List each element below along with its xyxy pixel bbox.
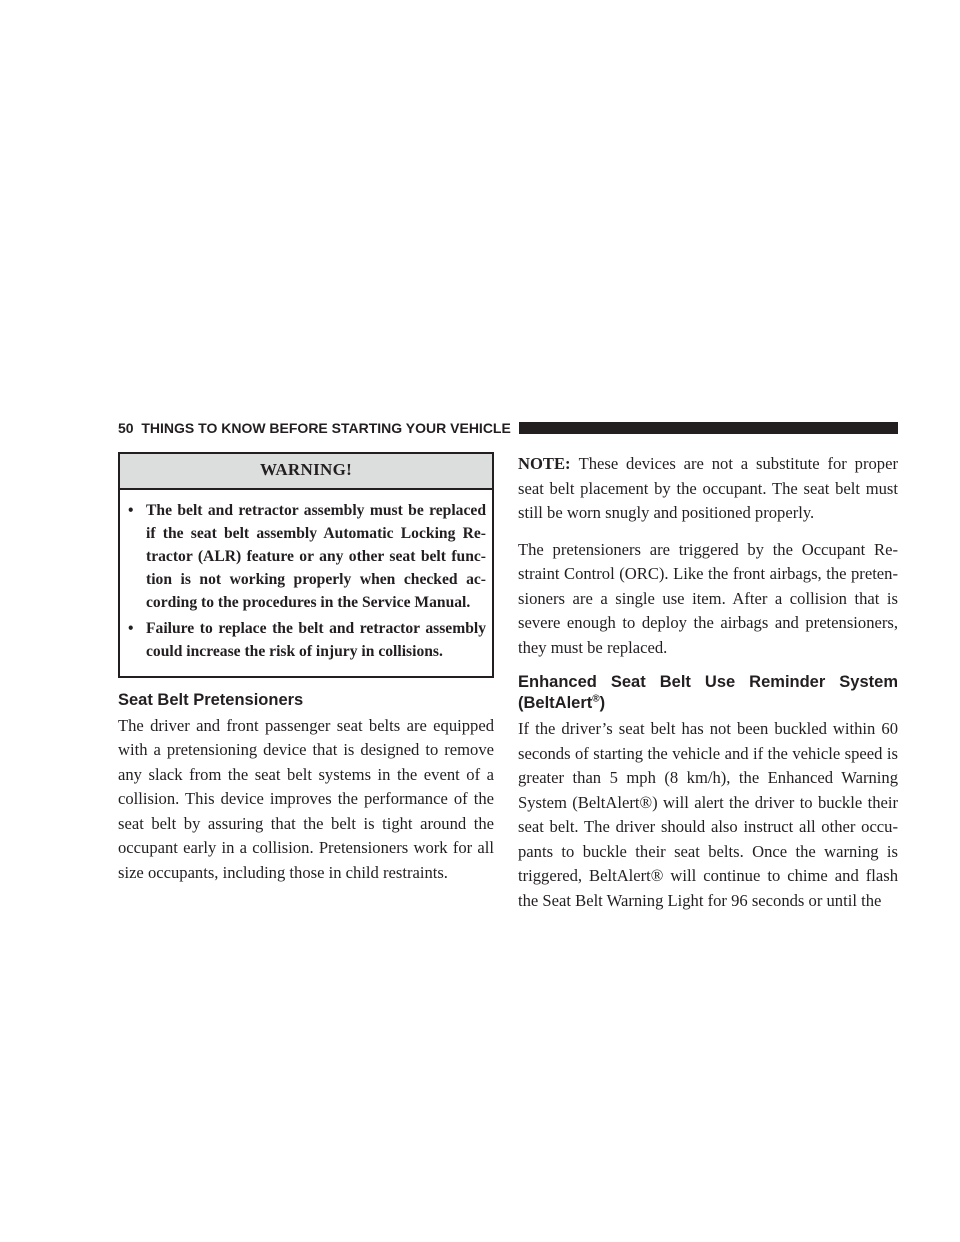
registered-mark: ® [592,693,600,705]
warning-item-text: Failure to replace the belt and retractor assembly could increase the risk of injury in collisions. [146,619,486,660]
warning-list [120,490,492,676]
note-text: These devices are not a substitute for proper seat belt placement by the occupant. The seat belt must still be worn snugly and positioned properly. [518,454,898,522]
warning-title: WARNING! [120,454,492,490]
note-label: NOTE: [518,454,571,473]
left-column [118,452,494,897]
pretensioners-heading: Seat Belt Pretensioners [118,690,304,709]
note-paragraph [518,452,898,526]
warning-item [126,617,486,663]
warning-box [118,452,494,678]
pretensioners-body: The driver and front passenger seat belts are equipped with a pretensioning device that is designed to remove any slack from the seat belt systems in the event of a collision. This device improves the performance of the seat belt by assuring that the belt is tight around the occupant early in a collision. Pretensioners work for all size occupants, including those in child restraints. [118,715,494,882]
orc-paragraph: The pretensioners are triggered by the Occupant Re-straint Control (ORC). Like the front airbags, the preten-sioners are a single use item. After a collision that is severe enough to deploy the airbags and pretensioners, they must be replaced. [518,539,898,657]
bullet-icon: • [128,619,134,637]
warning-item [126,499,486,614]
beltalert-heading-close: ) [599,694,606,712]
right-column [518,452,898,925]
page-number: 50 [118,420,134,436]
beltalert-body: If the driver’s seat belt has not been buckled within 60 seconds of starting the vehicle and if the vehicle speed is greater than 5 mph (8 km/h), the Enhanced Warning System (BeltAlert®) will alert the driver to buckle their seat belt. The driver should also instruct all other occu-pants to buckle their seat belts. Once the warning is triggered, BeltAlert® will continue to chime and flash the Seat Belt Warning Light for 96 seconds or until the [518,719,898,910]
warning-item-text: The belt and retractor assembly must be replaced if the seat belt assembly Automatic Locking Re-tractor (ALR) feature or any other seat belt func-tion is not working properly when checked ac-cording to the procedures in the Service Manual. [146,501,486,611]
header-rule [519,422,898,434]
beltalert-heading-text: Enhanced Seat Belt Use Reminder System (BeltAlert [518,673,898,712]
bullet-icon: • [128,501,134,519]
beltalert-heading [518,672,898,714]
page-header [118,420,898,436]
section-title: THINGS TO KNOW BEFORE STARTING YOUR VEHICLE [141,420,511,436]
header-text [118,420,511,436]
